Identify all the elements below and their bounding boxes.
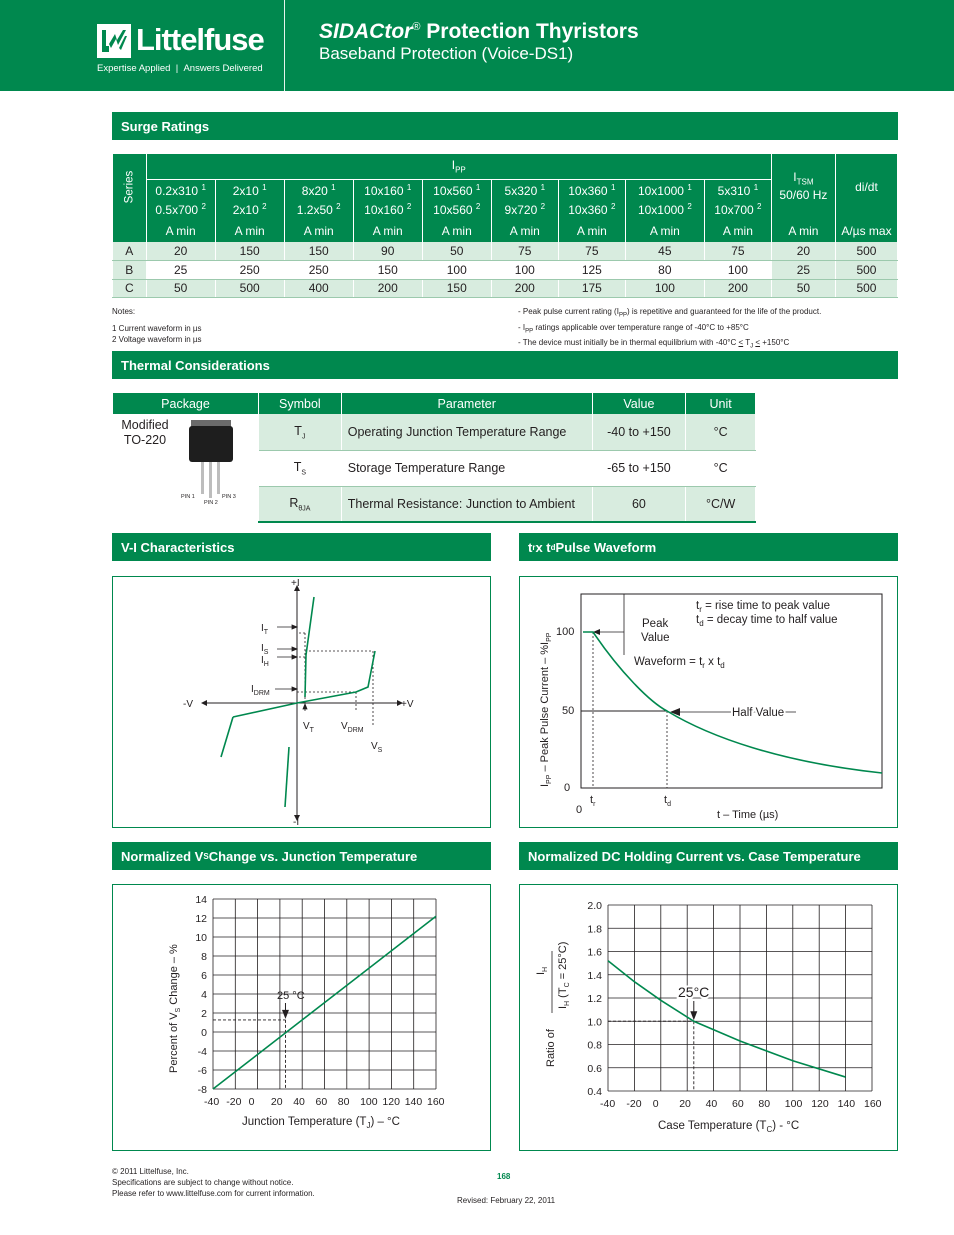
vi-plus-i-label: +I xyxy=(291,578,300,589)
unit-cell: A min xyxy=(625,219,704,242)
value-cell: 50 xyxy=(771,279,835,298)
pulse-curve xyxy=(583,632,882,773)
value-cell: 400 xyxy=(284,279,353,298)
value-cell: 25 xyxy=(771,261,835,280)
x-tick-label: -20 xyxy=(226,1096,242,1108)
unit-cell: A min xyxy=(284,219,353,242)
y-tick-label: 1.6 xyxy=(587,946,602,959)
x-tick-label: 140 xyxy=(837,1098,856,1110)
waveform-header: 5x310 $^1$ 10x700 $^2$ xyxy=(704,179,771,219)
annotation-label: 25 °C xyxy=(277,990,305,1002)
x-tick-label: 20 xyxy=(679,1098,691,1110)
x-tick-label: 40 xyxy=(293,1096,305,1108)
thermal-header-cell: Unit xyxy=(686,393,756,414)
value-cell: 75 xyxy=(491,242,558,261)
value-cell: 100 xyxy=(704,261,771,280)
y-tick-label: 4 xyxy=(201,989,207,1001)
symbol-cell: $T_J$ xyxy=(259,414,342,450)
y-tick-label: 1.0 xyxy=(587,1016,602,1029)
x-tick-label: -20 xyxy=(626,1098,642,1110)
unit-cell: A min xyxy=(771,219,835,242)
unit-cell: °C xyxy=(686,414,756,450)
thermal-heading: Thermal Considerations xyxy=(112,351,898,379)
grid xyxy=(213,899,436,1089)
pulse-peak-label-1: Peak xyxy=(642,618,669,630)
pin1-label: PIN 1 xyxy=(181,494,195,500)
vi-heading: V-I Characteristics xyxy=(112,533,491,561)
value-cell: 100 xyxy=(625,279,704,298)
pulse-waveform-label: Waveform = $t_r$ x $t_d$ xyxy=(634,656,725,670)
value-cell: 150 xyxy=(215,242,284,261)
page-number: 168 xyxy=(497,1172,511,1181)
x-tick-label: 160 xyxy=(864,1098,882,1110)
y-tick-label: 14 xyxy=(195,894,207,906)
surge-ratings-table xyxy=(112,154,898,298)
ih-ylabel-ratio: Ratio of xyxy=(545,1029,557,1067)
value-cell: 150 xyxy=(353,261,422,280)
y-tick-label: -6 xyxy=(197,1065,207,1077)
pulse-def-td: $t_d$ = decay time to half value xyxy=(696,614,838,628)
package-cell: Modified TO-220 PIN 1 PIN 2 PIN 3 xyxy=(113,414,259,522)
unit-cell: °C/W xyxy=(686,486,756,522)
vi-vdrm-label: $V_{DRM}$ xyxy=(341,721,364,734)
pin3-label: PIN 3 xyxy=(222,494,236,500)
table-row xyxy=(113,279,898,298)
thermal-header-cell: Parameter xyxy=(341,393,592,414)
value-cell: 75 xyxy=(558,242,625,261)
y-tick-label: 0.8 xyxy=(587,1039,602,1052)
thermal-header-cell: Value xyxy=(592,393,686,414)
value-cell: 125 xyxy=(558,261,625,280)
value-cell: 100 xyxy=(422,261,491,280)
value-cell: 250 xyxy=(215,261,284,280)
value-cell: 90 xyxy=(353,242,422,261)
vi-it-label: $I_T$ xyxy=(261,623,269,636)
y-tick-label: 2.0 xyxy=(587,900,602,912)
pulse-y100: 100 xyxy=(556,626,575,638)
x-tick-label: 80 xyxy=(337,1096,350,1108)
littelfuse-logo-icon xyxy=(97,24,131,58)
grid xyxy=(608,905,872,1091)
unit-cell: A min xyxy=(215,219,284,242)
annotation-label: 25°C xyxy=(678,984,710,1000)
series-cell: A xyxy=(113,242,147,261)
pulse-heading: t r x t d Pulse Waveform xyxy=(519,533,898,561)
y-tick-label: 0.6 xyxy=(587,1062,602,1075)
surge-notes-left: Notes: 1 Current waveform in µs 2 Voltage waveform in µs xyxy=(112,307,202,344)
value-cell: 100 xyxy=(491,261,558,280)
y-tick-label: 2 xyxy=(201,1008,207,1020)
value-cell: 50 xyxy=(146,279,215,298)
x-tick-label: 20 xyxy=(270,1096,283,1108)
value-cell: 150 xyxy=(422,279,491,298)
didt-header: di/dt xyxy=(835,154,897,219)
x-tick-label: 80 xyxy=(758,1098,771,1110)
pulse-y50: 50 xyxy=(562,705,575,717)
x-tick-label: 0 xyxy=(248,1096,255,1108)
symbol-cell: $R_{\theta JA}$ xyxy=(259,486,342,522)
unit-cell: A min xyxy=(146,219,215,242)
value-cell: 60 xyxy=(592,486,686,522)
header-divider xyxy=(284,0,285,91)
pulse-x0: 0 xyxy=(576,804,583,816)
vi-minus-v-label: -V xyxy=(183,699,193,710)
x-tick-label: 160 xyxy=(427,1096,445,1108)
table-row xyxy=(113,242,898,261)
brand-name: Littelfuse xyxy=(136,22,264,57)
value-cell: 50 xyxy=(422,242,491,261)
value-cell: 500 xyxy=(215,279,284,298)
vi-vs-label: $V_S$ xyxy=(371,741,383,754)
vi-chart xyxy=(113,577,490,827)
y-tick-label: -8 xyxy=(197,1084,207,1096)
waveform-header: 10x1000 $^1$ 10x1000 $^2$ xyxy=(625,179,704,219)
annotation-arrow-head xyxy=(282,1010,289,1019)
waveform-header: 5x320 $^1$ 9x720 $^2$ xyxy=(491,179,558,219)
vs-chart-heading: Normalized V S Change vs. Junction Temperature xyxy=(112,842,491,870)
y-tick-label: 10 xyxy=(195,932,207,944)
x-tick-label: 40 xyxy=(705,1098,718,1110)
pulse-half-label: Half Value xyxy=(732,707,785,719)
footer-legal: © 2011 Littelfuse, Inc. Specifications are subject to change without notice. Please refer to www.littelfuse.com for current information. xyxy=(112,1167,315,1198)
vi-vt-label: $V_T$ xyxy=(303,721,314,734)
pulse-td-label: $t_d$ xyxy=(664,794,671,808)
x-tick-label: 120 xyxy=(382,1096,400,1108)
value-cell: -65 to +150 xyxy=(592,450,686,486)
pulse-ylabel: $I_{PP}$ – Peak Pulse Current – $\%I_{PP}$ xyxy=(539,632,553,787)
waveform-header: 2x10 $^1$ 2x10 $^2$ xyxy=(215,179,284,219)
unit-cell: °C xyxy=(686,450,756,486)
pulse-chart xyxy=(520,577,897,827)
value-cell: 250 xyxy=(284,261,353,280)
surge-notes-right: - Peak pulse current rating $(I_{PP})$ is repetitive and guaranteed for the life of the product. - $I_{PP}$ ratings applicable over temperature range of -40°C to +85°C - The device must initially be in thermal equilibrium with $-40^\circ C < T_J < +150^\circ C$ xyxy=(518,307,822,350)
series-line xyxy=(608,961,846,1077)
unit-cell: A min xyxy=(704,219,771,242)
pulse-chart-box xyxy=(519,576,898,828)
value-cell: 75 xyxy=(704,242,771,261)
pulse-peak-label-2: Value xyxy=(641,632,670,644)
x-tick-label: 100 xyxy=(784,1098,803,1110)
vi-curve xyxy=(221,597,375,807)
vi-chart-box xyxy=(112,576,491,828)
ih-chart-box xyxy=(519,884,898,1151)
vi-idrm-label: $I_{DRM}$ xyxy=(251,684,270,697)
thermal-table xyxy=(112,393,756,523)
unit-cell: A min xyxy=(422,219,491,242)
unit-cell: A min xyxy=(558,219,625,242)
value-cell: 150 xyxy=(284,242,353,261)
x-tick-label: 120 xyxy=(811,1098,829,1110)
page-title: SIDACtor® Protection Thyristors xyxy=(319,20,639,43)
unit-series-blank xyxy=(113,219,147,242)
y-tick-label: 0.4 xyxy=(587,1086,602,1098)
value-cell: 200 xyxy=(491,279,558,298)
brand-tagline: Expertise Applied | Answers Delivered xyxy=(97,63,263,74)
vs-xlabel: Junction Temperature $(T_J) - ^\circ C$ xyxy=(242,1116,400,1130)
x-tick-label: -40 xyxy=(204,1096,220,1108)
vs-ylabel: Percent of $V_S$ Change – % xyxy=(168,944,182,1073)
value-cell: -40 to +150 xyxy=(592,414,686,450)
ipp-header: $I_{PP}$ xyxy=(146,154,771,179)
waveform-header: 10x360 $^1$ 10x360 $^2$ xyxy=(558,179,625,219)
symbol-cell: $T_S$ xyxy=(259,450,342,486)
x-tick-label: 0 xyxy=(652,1098,659,1110)
series-header: Series xyxy=(113,154,147,219)
value-cell: 45 xyxy=(625,242,704,261)
parameter-cell: Thermal Resistance: Junction to Ambient xyxy=(341,486,592,522)
revised-date: Revised: February 22, 2011 xyxy=(457,1196,556,1205)
x-tick-label: 60 xyxy=(732,1098,744,1110)
itsm-header: $I_{TSM}$ 50/60 Hz xyxy=(771,154,835,219)
thermal-header-cell: Package xyxy=(113,393,259,414)
value-cell: 500 xyxy=(835,242,897,261)
vi-plus-v-label: +V xyxy=(401,699,414,710)
x-tick-label: 100 xyxy=(360,1096,378,1108)
pin2-label: PIN 2 xyxy=(204,500,218,506)
ih-ylabel-den: $I_H$ $(T_C = 25^\circ C)$ xyxy=(557,941,571,1009)
vs-chart xyxy=(113,885,490,1150)
x-tick-label: -40 xyxy=(600,1098,616,1110)
ih-xlabel: Case Temperature $(T_C) - ^\circ C$ xyxy=(658,1120,800,1134)
value-cell: 200 xyxy=(704,279,771,298)
series-cell: C xyxy=(113,279,147,298)
x-tick-label: 140 xyxy=(404,1096,423,1108)
ih-chart-heading: Normalized DC Holding Current vs. Case Temperature xyxy=(519,842,898,870)
unit-cell: A/µs max xyxy=(835,219,897,242)
vi-is-label: $I_S$ xyxy=(261,643,269,656)
surge-ratings-heading: Surge Ratings xyxy=(112,112,898,140)
y-tick-label: 0 xyxy=(201,1027,207,1039)
value-cell: 20 xyxy=(771,242,835,261)
parameter-cell: Storage Temperature Range xyxy=(341,450,592,486)
value-cell: 500 xyxy=(835,261,897,280)
waveform-header: 10x160 $^1$ 10x160 $^2$ xyxy=(353,179,422,219)
value-cell: 80 xyxy=(625,261,704,280)
y-tick-label: 1.2 xyxy=(587,993,602,1005)
y-tick-label: 1.8 xyxy=(587,923,602,936)
table-row xyxy=(113,261,898,280)
value-cell: 200 xyxy=(353,279,422,298)
series-cell: B xyxy=(113,261,147,280)
vs-chart-box xyxy=(112,884,491,1151)
y-tick-label: -4 xyxy=(197,1046,207,1058)
vi-ih-label: $I_H$ xyxy=(261,655,269,668)
waveform-header: 10x560 $^1$ 10x560 $^2$ xyxy=(422,179,491,219)
thermal-header-cell: Symbol xyxy=(259,393,342,414)
parameter-cell: Operating Junction Temperature Range xyxy=(341,414,592,450)
unit-cell: A min xyxy=(491,219,558,242)
y-tick-label: 6 xyxy=(201,970,207,982)
vi-minus-i-label: -I xyxy=(293,817,300,828)
pulse-tr-label: $t_r$ xyxy=(590,794,596,808)
waveform-header: 8x20 $^1$ 1.2x50 $^2$ xyxy=(284,179,353,219)
x-tick-label: 60 xyxy=(315,1096,328,1108)
value-cell: 500 xyxy=(835,279,897,298)
ih-ylabel-num: $I_H$ xyxy=(535,966,549,975)
value-cell: 175 xyxy=(558,279,625,298)
y-tick-label: 8 xyxy=(201,951,207,963)
value-cell: 25 xyxy=(146,261,215,280)
unit-cell: A min xyxy=(353,219,422,242)
waveform-header: 0.2x310 $^1$ 0.5x700 $^2$ xyxy=(146,179,215,219)
pulse-xlabel: t – Time (µs) xyxy=(717,809,779,821)
pulse-def-tr: $t_r$ = rise time to peak value xyxy=(696,600,831,614)
pulse-y0: 0 xyxy=(564,782,571,794)
y-tick-label: 1.4 xyxy=(587,969,602,982)
value-cell: 20 xyxy=(146,242,215,261)
y-tick-label: 12 xyxy=(195,913,207,925)
ih-chart xyxy=(520,885,897,1150)
page-subtitle: Baseband Protection (Voice-DS1) xyxy=(319,44,574,63)
